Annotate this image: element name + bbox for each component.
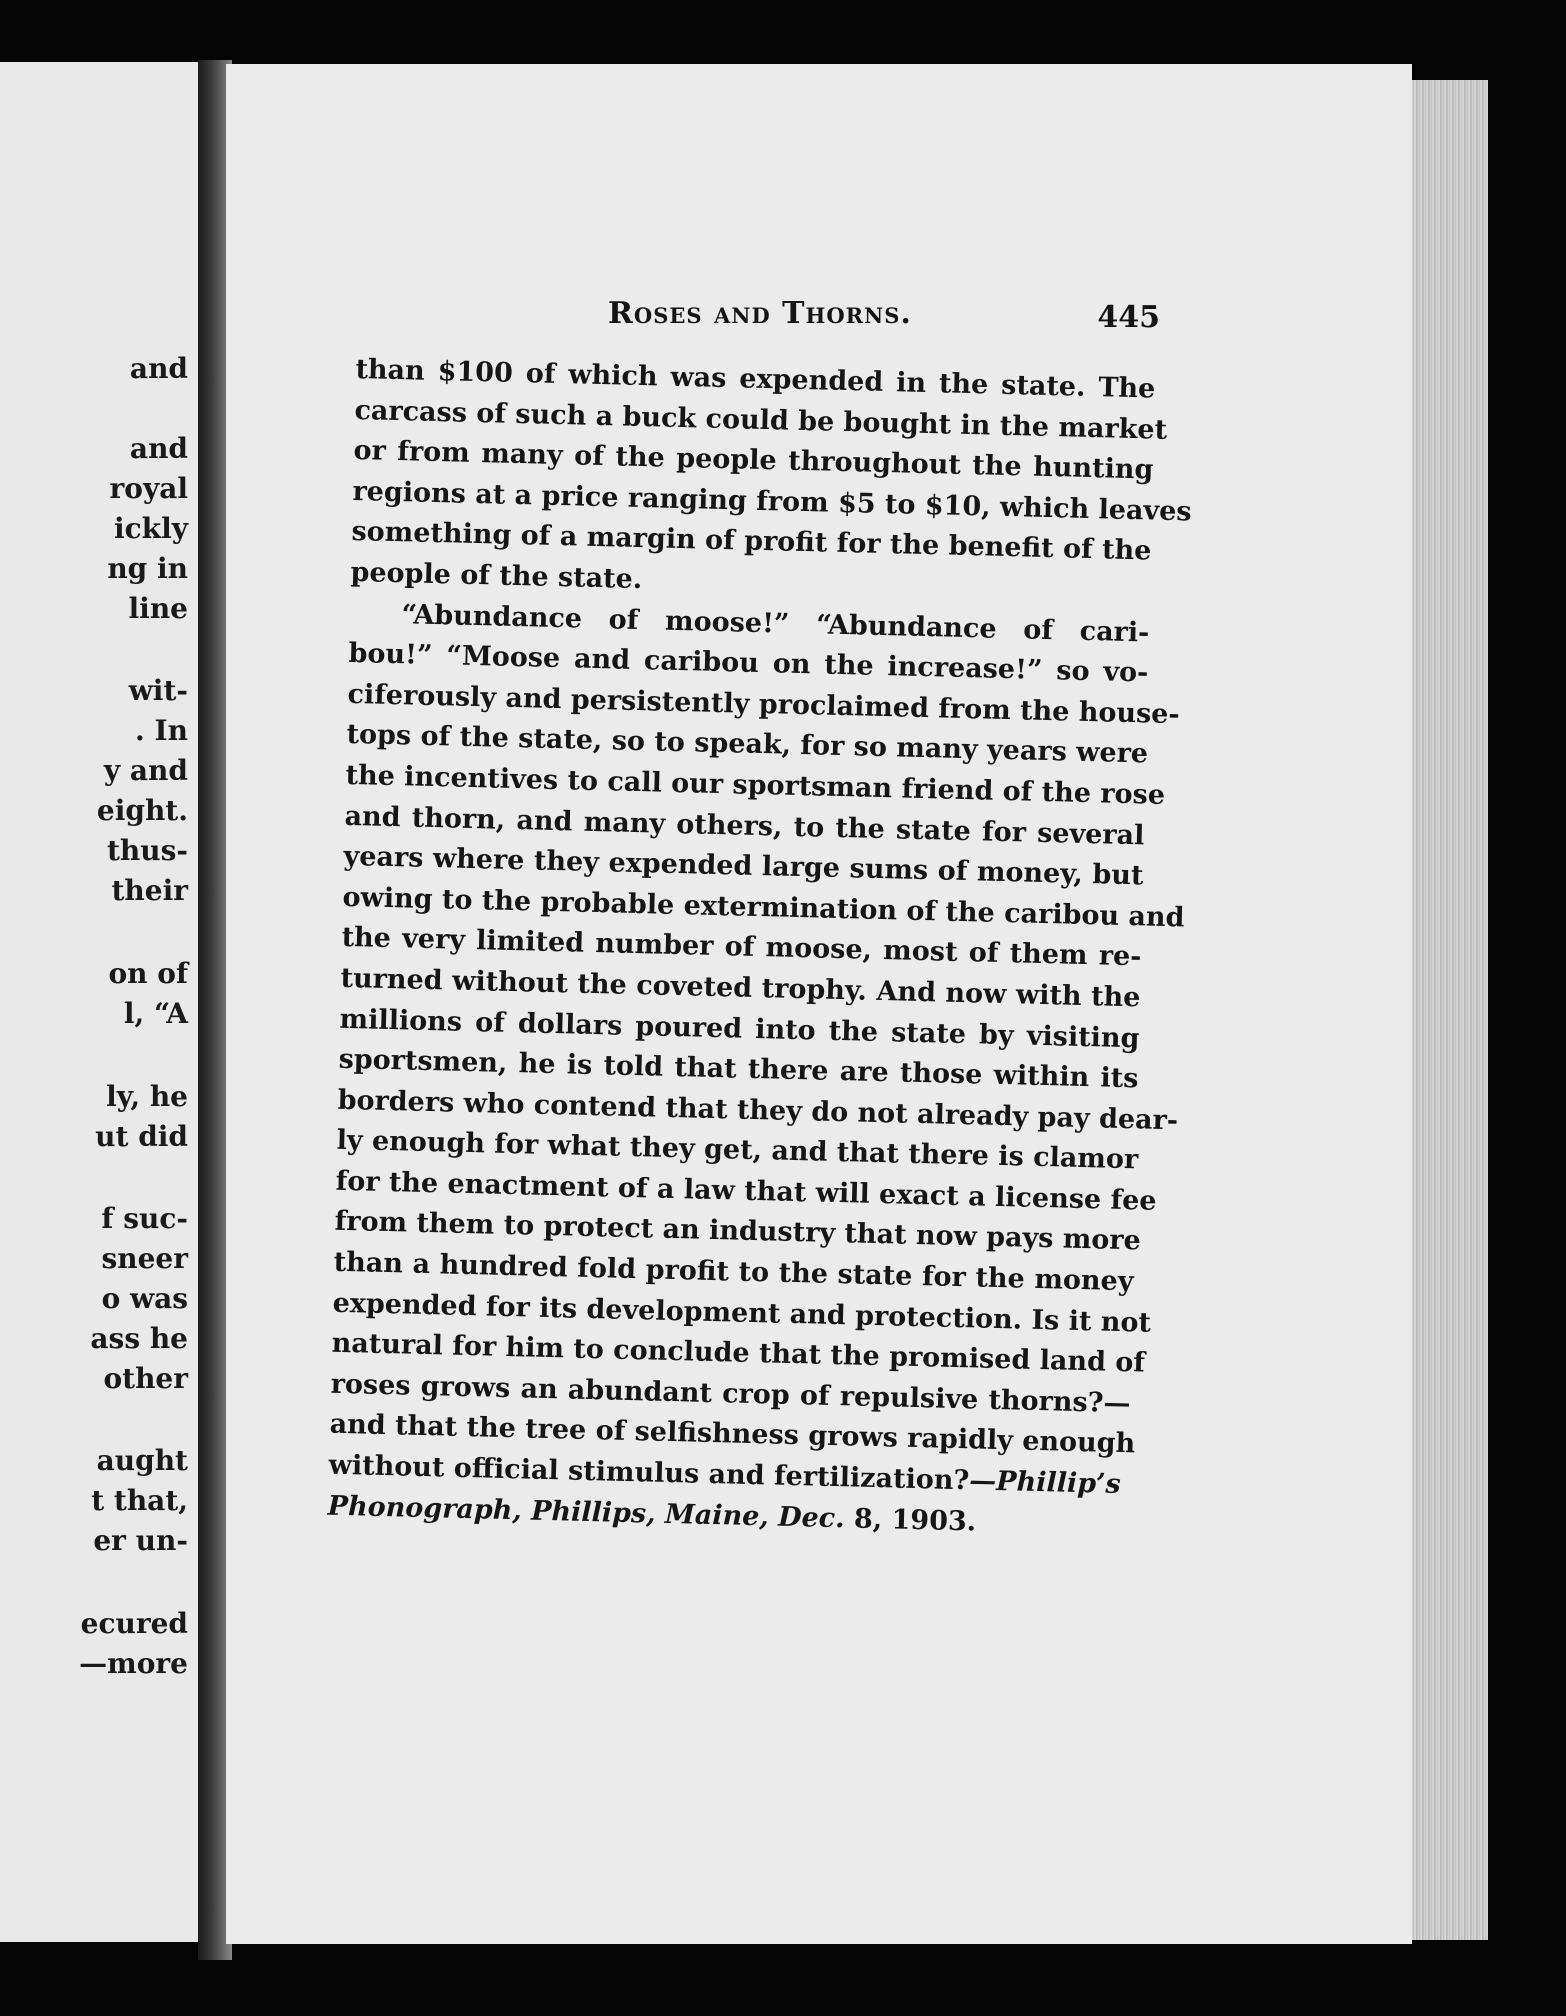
left-page-fragment: y and bbox=[103, 754, 188, 787]
left-page-fragment: er un- bbox=[93, 1524, 188, 1557]
text-line: or from many of the people throughout the hunting bbox=[353, 435, 1154, 486]
text-line: people of the state. bbox=[350, 556, 643, 596]
text-line: ciferously and persistently proclaimed from the house- bbox=[347, 678, 1181, 730]
page-body bbox=[327, 350, 1192, 1546]
left-page-fragment: aught bbox=[96, 1444, 188, 1477]
left-page-fragment: . In bbox=[135, 714, 188, 747]
left-page-fragment: eight. bbox=[96, 794, 188, 827]
text-line: tops of the state, so to speak, for so many years were bbox=[346, 719, 1149, 770]
left-page-fragment: ickly bbox=[114, 512, 188, 545]
text-line: sportsmen, he is told that there are those within its bbox=[338, 1043, 1139, 1095]
left-page-fragment: f suc- bbox=[101, 1202, 188, 1235]
left-page-fragment: and bbox=[129, 352, 188, 385]
text-line: regions at a price ranging from $5 to $10, which leaves bbox=[352, 475, 1192, 528]
text-line: bou!” “Moose and caribou on the increase!” so vo- bbox=[348, 638, 1149, 689]
text-line: millions of dollars poured into the state by visiting bbox=[339, 1003, 1140, 1054]
text-line: borders who contend that they do not already pay dear- bbox=[337, 1084, 1179, 1136]
left-page-fragment: ecured bbox=[80, 1607, 188, 1640]
left-page-fragment: thus- bbox=[106, 834, 188, 867]
text-line: and thorn, and many others, to the state for several bbox=[344, 800, 1145, 851]
text-line: something of a margin of profit for the benefit of the bbox=[351, 516, 1152, 567]
left-page-fragment: ut did bbox=[95, 1120, 188, 1153]
text-line: owing to the probable extermination of the caribou and bbox=[342, 881, 1185, 934]
page-number: 445 bbox=[1097, 300, 1160, 335]
left-page-fragment: line bbox=[128, 592, 188, 625]
left-page-fragment: their bbox=[111, 874, 188, 907]
text-line: natural for him to conclude that the promised land of bbox=[331, 1327, 1146, 1379]
text-line: expended for its development and protection. Is it not bbox=[332, 1287, 1152, 1339]
text-line: “Abundance of moose!” “Abundance of cari- bbox=[401, 598, 1150, 649]
text-line: from them to protect an industry that now pays more bbox=[334, 1206, 1142, 1257]
text-line: for the enactment of a law that will exact a license fee bbox=[335, 1165, 1157, 1217]
citation-italic: —Phillip’s bbox=[968, 1465, 1122, 1501]
page-edge-stack bbox=[1412, 80, 1488, 1940]
left-page-fragment: and bbox=[129, 432, 188, 465]
text-line-roman: without official stimulus and fertilization? bbox=[328, 1449, 970, 1497]
citation-date: 8, 1903. bbox=[853, 1503, 977, 1538]
previous-page bbox=[0, 62, 206, 1942]
left-page-fragment: ng in bbox=[107, 552, 188, 585]
text-line: roses grows an abundant crop of repulsive thorns?— bbox=[330, 1368, 1131, 1420]
left-page-fragment: other bbox=[103, 1362, 188, 1395]
left-page-fragment: ly, he bbox=[106, 1080, 188, 1113]
page-header bbox=[608, 296, 1160, 336]
left-page-fragment: on of bbox=[108, 957, 188, 990]
text-line: years where they expended large sums of money, but bbox=[343, 840, 1144, 892]
left-page-fragment: —more bbox=[79, 1647, 188, 1680]
left-page-fragment: t that, bbox=[91, 1484, 188, 1517]
text-line: ly enough for what they get, and that there is clamor bbox=[336, 1125, 1139, 1176]
left-page-fragment: o was bbox=[101, 1282, 188, 1315]
text-line: and that the tree of selfishness grows rapidly enough bbox=[329, 1409, 1136, 1460]
left-page-fragment: royal bbox=[109, 472, 188, 505]
left-page-fragment: wit- bbox=[128, 674, 188, 707]
text-line: than $100 of which was expended in the state. The bbox=[355, 353, 1156, 405]
text-line: turned without the coveted trophy. And now with the bbox=[340, 962, 1141, 1014]
left-page-fragment: l, “A bbox=[123, 997, 188, 1030]
text-line: the incentives to call our sportsman friend of the rose bbox=[345, 759, 1166, 811]
text-line: carcass of such a buck could be bought in the market bbox=[354, 394, 1168, 446]
left-page-fragment: sneer bbox=[101, 1242, 188, 1275]
citation-italic: Phonograph, Phillips, Maine, Dec. bbox=[327, 1490, 845, 1534]
text-line: than a hundred fold profit to the state for the money bbox=[333, 1246, 1134, 1298]
left-page-fragment: ass he bbox=[90, 1322, 188, 1355]
text-line: the very limited number of moose, most of them re- bbox=[341, 922, 1142, 973]
running-title: Roses and Thorns. bbox=[608, 296, 912, 331]
